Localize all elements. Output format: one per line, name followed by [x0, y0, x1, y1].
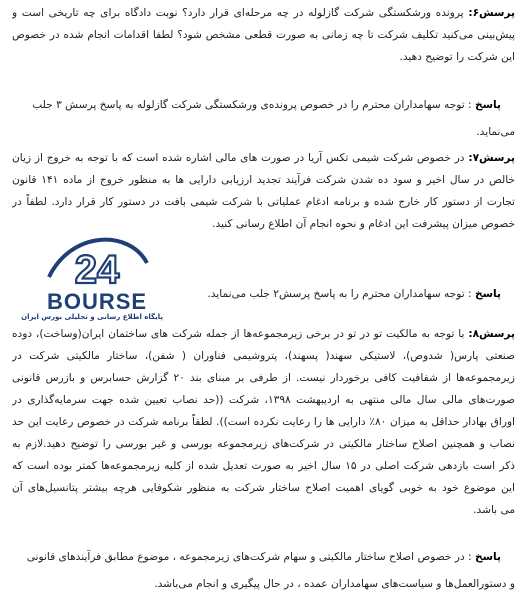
answer-6-label: پاسخ	[474, 99, 501, 111]
question-7-line-3: تجارت از دستور کار خارج شده و برنامه ادغام عملیاتی با شرکت شیمی بافت در دستور کار قرار دارد. لطفاً در	[12, 196, 515, 208]
answer-7-label: پاسخ	[474, 288, 501, 300]
question-8-line-1: پرسش۸: با توجه به مالکیت تو در تو در برخی زیرمجموعه‌ها از جمله شرکت های ساختمان ایران(وساخت)، دوده	[12, 328, 515, 340]
question-8-line-4: صورت‌های مالی سال مالی منتهی به اردیبهشت ۱۳۹۸، شرکت ((حد نصاب تعیین شده جهت سرمایه‌گذاری در	[12, 394, 515, 406]
question-6-line-1: پرسش۶: پرونده ورشکستگی شرکت گازلوله در چه مرحله‌ای قرار دارد؟ نوبت دادگاه برای چه تاریخی است و	[12, 7, 515, 19]
question-7-label: پرسش۷:	[468, 152, 515, 164]
answer-8-line-1: پاسخ : در خصوص اصلاح ساختار مالکیتی و سهام شرکت‌های زیرمجموعه ، موضوع مطابق فرآیندهای قانونی	[26, 551, 501, 563]
question-8-line-2: صنعتی پارس( شدوص)، لاستیکی سهند( پسهند)، پتروشیمی فناوران ( شفن)، ساختار مالکیتی شرکت در	[12, 350, 515, 362]
question-8-line-6: نصاب و همچنین اصلاح ساختار مالکیتی در شرکت‌های زیرمجموعه بورسی و غیر بورسی را توضیح دهید.لازم به	[12, 438, 515, 450]
question-7-line-1: پرسش۷: در خصوص شرکت شیمی تکس آریا در صورت های مالی اشاره شده است که با توجه به خروج از زیان	[12, 152, 515, 164]
answer-8-line-2: و دستورالعمل‌ها و سیاست‌های سهامداران عمده ، در حال پیگیری و انجام می‌باشد.	[154, 578, 515, 590]
question-8-line-9: می باشد.	[473, 504, 515, 516]
question-8-line-5: اوراق بهادار حداقل به میزان ۸۰٪ دارایی ها را رعایت نکرده است)). لطفاً برنامه شرکت در خصوص رعایت این حد	[12, 416, 515, 428]
question-6-line-2: پیش‌بینی می‌کنید تکلیف شرکت تا چه زمانی به صورت قطعی مشخص شود؟ لطفا اقدامات انجام شده در خصوص	[12, 29, 515, 41]
question-7-line-2: خالص در سال اخیر و سود ده شدن شرکت فرآیند تجدید ارزیابی دارایی ها به منظور خروج از ماده ۱۴۱ قانون	[12, 174, 515, 186]
answer-8-label: پاسخ	[474, 551, 501, 563]
bourse-watermark-logo	[21, 233, 163, 323]
question-8-label: پرسش۸:	[468, 328, 515, 340]
question-8-line-7: ذکر است بازدهی شرکت اصلی در ۱۵ سال اخیر به صورت تعدیل شده از کلیه زیرمجموعه‌ها کمتر بوده است که	[12, 460, 515, 472]
logo-caption: پایگاه اطلاع رسانی و تحلیلی بورس ایران	[21, 313, 163, 321]
question-7-line-4: خصوص میزان پیشرفت این ادغام و نحوه انجام آن اطلاع رسانی کنید.	[212, 218, 515, 230]
question-8-line-8: این موضوع خود به خوبی گویای اهمیت اصلاح ساختار شرکت به منظور شکوفایی هرچه بیشتر پتانسیل‌های آن	[12, 482, 515, 494]
question-6-label: پرسش۶:	[468, 7, 515, 19]
answer-7-line-1: پاسخ : توجه سهامداران محترم را به پاسخ پرسش۲ جلب می‌نماید.	[207, 288, 501, 300]
logo-word: BOURSE	[46, 289, 148, 313]
answer-6-line-2: می‌نماید.	[476, 126, 515, 138]
logo-number: 24	[74, 248, 120, 292]
answer-6-line-1: پاسخ : توجه سهامداران محترم را در خصوص پرونده‌ی ورشکستگی شرکت گازلوله به پاسخ پرسش ۳ جلب	[32, 99, 501, 111]
question-8-line-3: زیرمجموعه‌ها از شفافیت کافی برخوردار نیست. از طرفی بر مبنای بند ۲۰ گزارش حسابرس و بازرس قانونی	[12, 372, 515, 384]
question-6-line-3: این شرکت را توضیح دهید.	[399, 51, 515, 63]
